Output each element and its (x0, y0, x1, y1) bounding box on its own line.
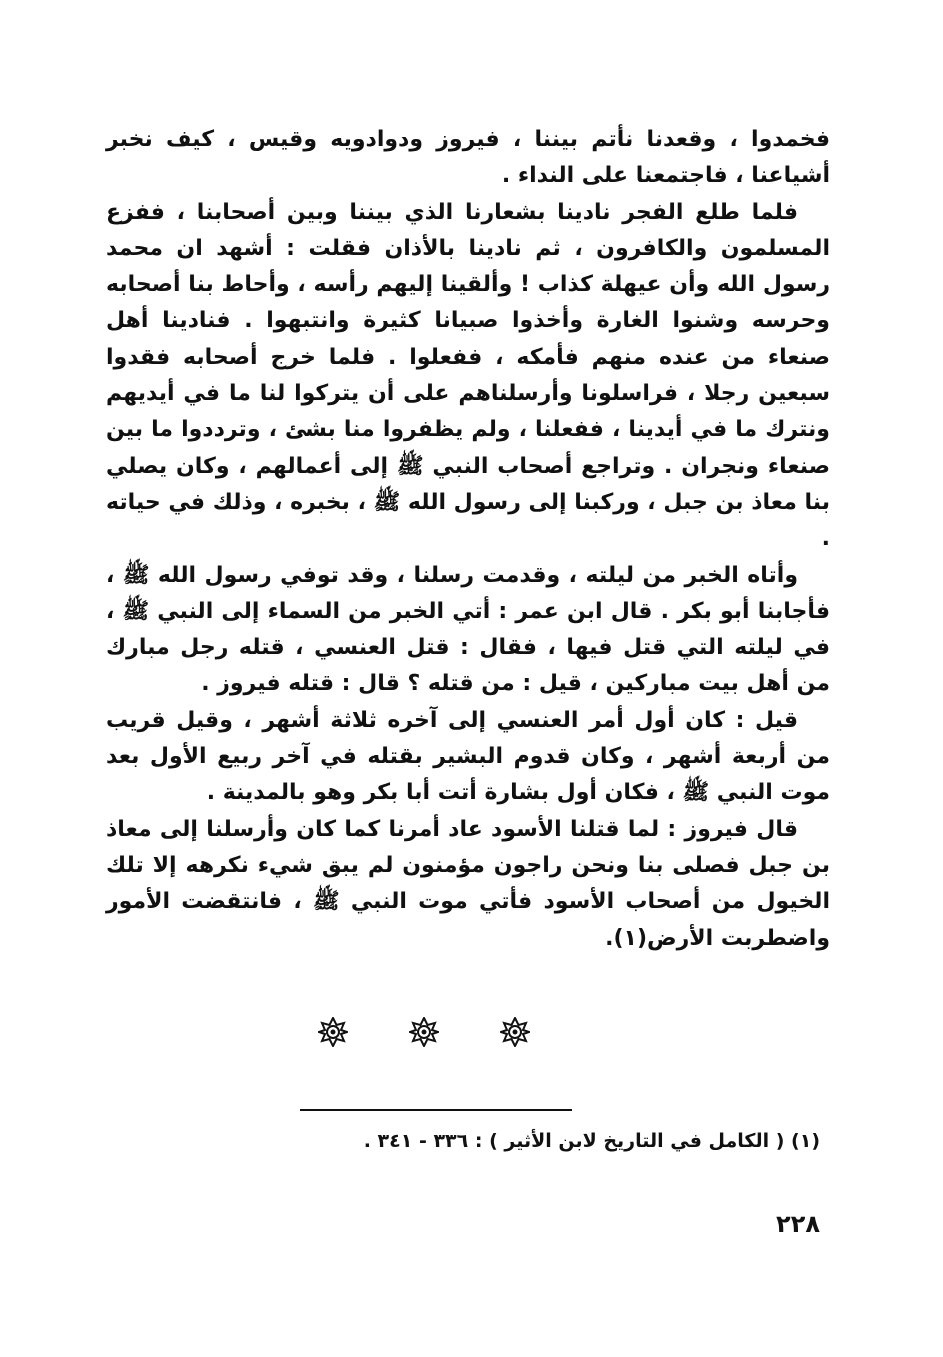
paragraph-5: قال فيروز : لما قتلنا الأسود عاد أمرنا كما كان وأرسلنا إلى معاذ بن جبل فصلى بنا ونحن راجون مؤمنون لم يبق شيء نكرهه إلا تلك الخيول من أصحاب الأسود فأتي موت النبي ﷺ ، فانتقضت الأمور واضطربت الأرض(١). (106, 816, 830, 951)
body-text (106, 122, 830, 957)
flower-ornament-icon (409, 1017, 439, 1047)
flower-ornament-icon (318, 1017, 348, 1047)
footnote: (١) ( الكامل في التاريخ لابن الأثير ) : ٣٣٦ - ٣٤١ . (363, 1130, 820, 1152)
section-divider-ornaments (318, 1015, 530, 1049)
flower-ornament-icon (500, 1017, 530, 1047)
paragraph-4: قيل : كان أول أمر العنسي إلى آخره ثلاثة أشهر ، وقيل قريب من أربعة أشهر ، وكان قدوم البشير بقتله في آخر ربيع الأول بعد موت النبي ﷺ ، فكان أول بشارة أتت أبا بكر وهو بالمدينة . (106, 707, 830, 806)
page-number: ٢٢٨ (776, 1210, 820, 1238)
paragraph-2: فلما طلع الفجر نادينا بشعارنا الذي بيننا وبين أصحابنا ، ففزع المسلمون والكافرون ، ثم نادينا بالأذان فقلت : أشهد ان محمد رسول الله وأن عيهلة كذاب ! وألقينا إليهم رأسه ، وأحاط بنا أصحابه وحرسه وشنوا الغارة وأخذوا صبيانا كثيرة وانتبهوا . فنادينا أهل صنعاء من عنده منهم فأمكه ، ففعلوا . فلما خرج أصحابه فقدوا سبعين رجلا ، فراسلونا وأرسلناهم على أن يتركوا لنا ما في أيديهم ونترك ما في أيدينا ، ففعلنا ، ولم يظفروا منا بشئ ، وترددوا ما بين صنعاء ونجران . وتراجع أصحاب النبي ﷺ إلى أعمالهم ، وكان يصلي بنا معاذ بن جبل ، وركبنا إلى رسول الله ﷺ ، بخبره ، وذلك في حياته . (106, 199, 830, 552)
paragraph-3: وأتاه الخبر من ليلته ، وقدمت رسلنا ، وقد توفي رسول الله ﷺ ، فأجابنا أبو بكر . قال ابن عمر : أتي الخبر من السماء إلى النبي ﷺ ، في ليلته التي قتل فيها ، فقال : قتل العنسي ، قتله رجل مبارك من أهل بيت مباركين ، قيل : من قتله ؟ قال : قتله فيروز . (106, 562, 830, 697)
footnote-separator (300, 1109, 572, 1111)
paragraph-1: فخمدوا ، وقعدنا نأتم بيننا ، فيروز ودوادويه وقيس ، كيف نخبر أشياعنا ، فاجتمعنا على النداء . (106, 127, 830, 189)
